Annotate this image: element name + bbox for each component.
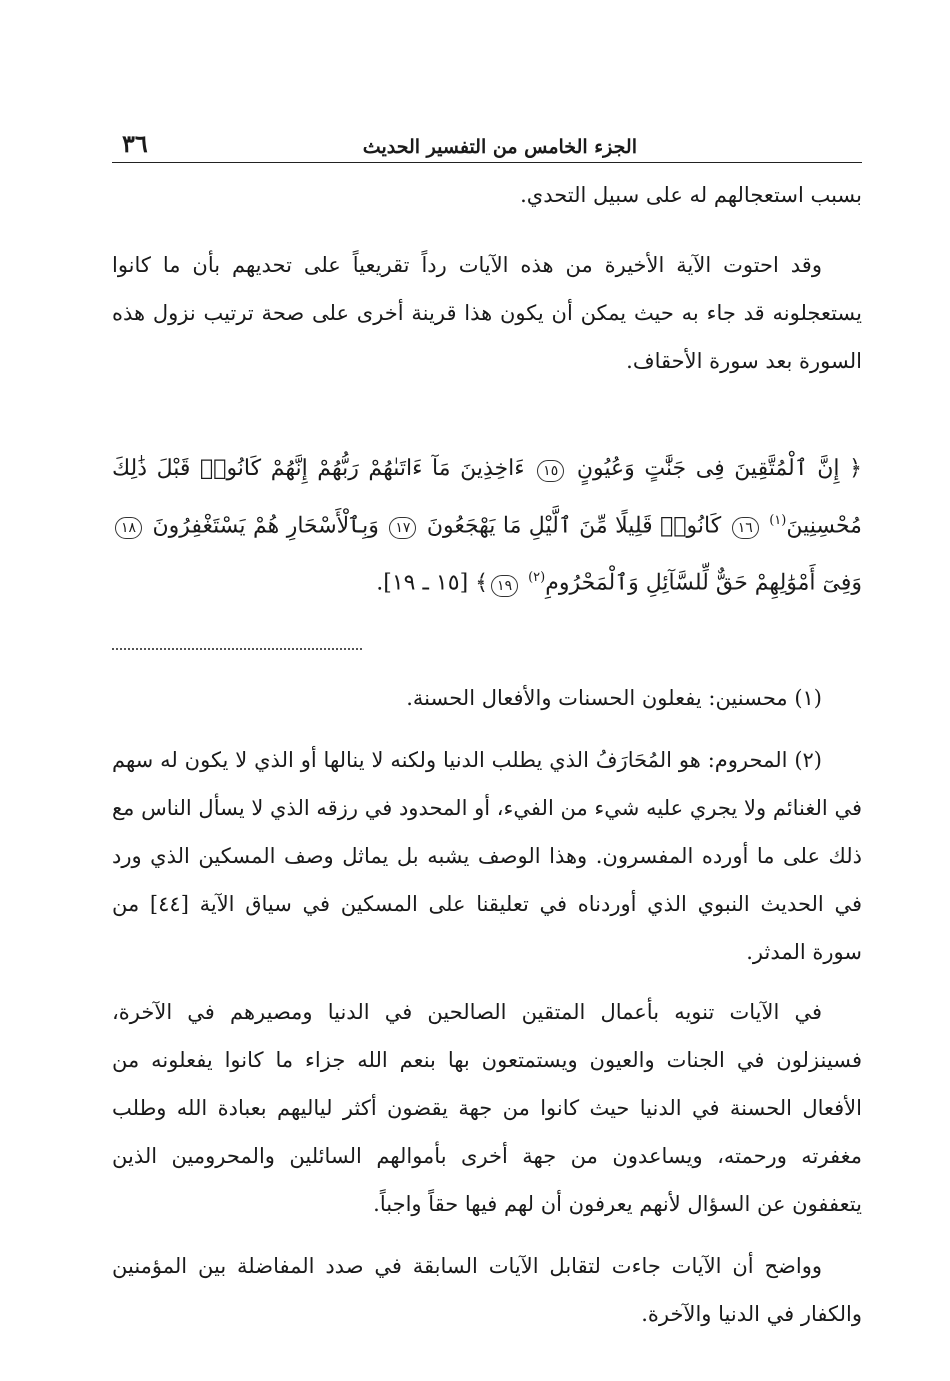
- aya-number-marker: ١٥: [537, 460, 564, 482]
- verse-reference: [١٥ ـ ١٩].: [376, 570, 469, 596]
- footnote: (٢) المحروم: هو المُحَارَفُ الذي يطلب الدنيا ولكنه لا ينالها أو الذي لا يكون له سهم في الغنائم ولا يجري عليه شيء من الفيء، أو المحدود في رزقه الذي لا يسأل الناس مع ذلك على ما أورده المفسرون. وهذا الوصف يشبه بل يماثل وصف المسكين الذي ورد في الحديث النبوي الذي أوردناه في تعليقنا على المسكين في سياق الآية [٤٤] من سورة المدثر.: [112, 747, 862, 964]
- body-paragraph: بسبب استعجالهم له على سبيل التحدي.: [520, 183, 862, 207]
- verse-close-bracket: ﴾: [475, 570, 489, 596]
- verse-open-bracket: ﴿: [849, 456, 862, 481]
- footnote-reference: (٢): [528, 570, 546, 586]
- aya-number-marker: ١٨: [115, 517, 142, 539]
- footnotes: [112, 674, 862, 976]
- aya-number-marker: ١٩: [491, 575, 518, 597]
- aya-number-marker: ١٧: [389, 517, 416, 539]
- verse-segment: ءَاخِذِينَ مَآ ءَاتَىٰهُمْ رَبُّهُمْ إِنَّهُمْ كَانُوا۟ قَبْلَ ذَٰلِكَ مُحْسِنِينَ: [112, 456, 862, 539]
- body-paragraph: وقد احتوت الآية الأخيرة من هذه الآيات رداً تقريعياً على تحديهم بأن ما كانوا يستعجلونه قد جاء به حيث يمكن أن يكون هذا قرينة أخرى على صحة ترتيب نزول هذه السورة بعد سورة الأحقاف.: [112, 253, 862, 373]
- verse-segment: كَانُوا۟ قَلِيلًا مِّنَ ٱلَّيْلِ مَا يَهْجَعُونَ: [426, 513, 722, 539]
- aya-number-marker: ١٦: [732, 517, 759, 539]
- verse-segment: وَبِٱلْأَسْحَارِ هُمْ يَسْتَغْفِرُونَ: [152, 513, 379, 539]
- book-page: [112, 118, 862, 1338]
- page-number: ٣٦: [122, 129, 148, 158]
- footnote-separator: [112, 648, 362, 650]
- running-title: الجزء الخامس من التفسير الحديث: [362, 136, 637, 158]
- commentary-paragraph: وواضح أن الآيات جاءت لتقابل الآيات السابقة في صدد المفاضلة بين المؤمنين والكفار في الدنيا والآخرة.: [112, 1253, 862, 1326]
- footnote-reference: (١): [769, 513, 787, 528]
- quran-verse-block: [112, 443, 862, 610]
- verse-segment: إِنَّ ٱلْمُتَّقِينَ فِى جَنَّٰتٍ وَعُيُونٍ: [576, 456, 840, 481]
- commentary-paragraph: في الآيات تنويه بأعمال المتقين الصالحين في الدنيا ومصيرهم في الآخرة، فسينزلون في الجنات والعيون ويستمتعون بها بنعم الله جزاء ما كانوا يفعلونه من الأفعال الحسنة في الدنيا حيث كانوا من جهة يقضون أكثر لياليهم بعبادة الله وطلب مغفرته ورحمته، ويساعدون من جهة أخرى بأموالهم السائلين والمحرومين الذين يتعففون عن السؤال لأنهم يعرفون أن لهم فيها حقاً واجباً.: [112, 999, 862, 1216]
- verse-segment: وَفِىٓ أَمْوَٰلِهِمْ حَقٌّ لِّلسَّآئِلِ وَٱلْمَحْرُومِ: [545, 570, 862, 596]
- running-header: [112, 118, 862, 163]
- footnote: (١) محسنين: يفعلون الحسنات والأفعال الحسنة.: [406, 685, 822, 710]
